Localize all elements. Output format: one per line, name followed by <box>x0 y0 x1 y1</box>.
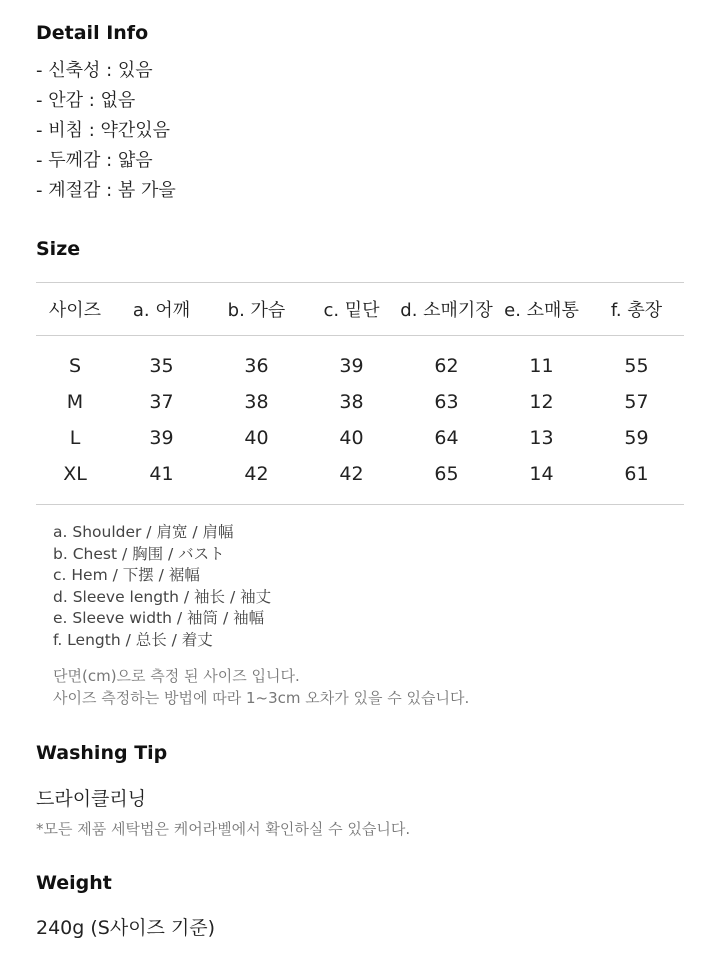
header-size: 사이즈 <box>36 283 114 336</box>
legend-item: d. Sleeve length / 袖长 / 袖丈 <box>53 587 272 606</box>
cell-sleeve-length: 64 <box>434 427 459 449</box>
detail-item-sheerness: - 비침 : 약간있음 <box>36 120 171 141</box>
detail-info-title: Detail Info <box>36 22 149 44</box>
header-length: f. 총장 <box>589 283 684 336</box>
detail-item-stretch: - 신축성 : 있음 <box>36 60 153 81</box>
cell-shoulder: 39 <box>149 427 174 449</box>
washing-tip-text: 드라이클리닝 <box>36 788 147 810</box>
washing-tip-note: *모든 제품 세탁법은 케어라벨에서 확인하실 수 있습니다. <box>36 820 411 838</box>
washing-tip-title: Washing Tip <box>36 742 168 764</box>
cell-sleeve-length: 63 <box>434 391 459 413</box>
legend-item: b. Chest / 胸围 / バスト <box>53 544 225 563</box>
size-label: L <box>69 427 81 449</box>
cell-shoulder: 35 <box>149 355 174 377</box>
cell-sleeve-width: 11 <box>529 355 554 377</box>
cell-length: 61 <box>624 463 649 485</box>
legend-item: f. Length / 总长 / 着丈 <box>53 630 213 649</box>
size-note <box>53 665 469 709</box>
size-table <box>36 282 684 505</box>
cell-sleeve-length: 65 <box>434 463 459 485</box>
size-table-header-row <box>36 283 684 336</box>
header-hem: c. 밑단 <box>304 283 399 336</box>
detail-info-list <box>36 56 176 206</box>
cell-shoulder: 37 <box>149 391 174 413</box>
size-label: S <box>68 355 82 377</box>
size-note-line: 단면(cm)으로 측정 된 사이즈 입니다. <box>53 667 300 685</box>
legend-item: c. Hem / 下摆 / 裾幅 <box>53 566 200 585</box>
header-sleeve-length: d. 소매기장 <box>399 283 494 336</box>
cell-hem: 38 <box>339 391 364 413</box>
table-row <box>36 384 684 420</box>
cell-chest: 36 <box>244 355 269 377</box>
legend-item: e. Sleeve width / 袖筒 / 袖幅 <box>53 609 265 628</box>
cell-shoulder: 41 <box>149 463 174 485</box>
cell-length: 55 <box>624 355 649 377</box>
table-row <box>36 420 684 456</box>
cell-sleeve-length: 62 <box>434 355 459 377</box>
weight-title: Weight <box>36 872 112 894</box>
size-label: M <box>66 391 84 413</box>
cell-length: 57 <box>624 391 649 413</box>
size-label: XL <box>63 463 87 485</box>
cell-hem: 42 <box>339 463 364 485</box>
header-shoulder: a. 어깨 <box>114 283 209 336</box>
cell-sleeve-width: 12 <box>529 391 554 413</box>
cell-chest: 42 <box>244 463 269 485</box>
cell-sleeve-width: 14 <box>529 463 554 485</box>
detail-item-lining: - 안감 : 없음 <box>36 90 136 111</box>
cell-length: 59 <box>624 427 649 449</box>
cell-hem: 39 <box>339 355 364 377</box>
legend-item: a. Shoulder / 肩宽 / 肩幅 <box>53 523 234 541</box>
cell-chest: 40 <box>244 427 269 449</box>
size-note-line: 사이즈 측정하는 방법에 따라 1~3cm 오차가 있을 수 있습니다. <box>53 689 470 707</box>
size-legend <box>53 522 271 652</box>
detail-item-season: - 계절감 : 봄 가을 <box>36 180 176 201</box>
table-row <box>36 348 684 384</box>
header-sleeve-width: e. 소매통 <box>494 283 589 336</box>
weight-text: 240g (S사이즈 기준) <box>36 917 216 939</box>
cell-sleeve-width: 13 <box>529 427 554 449</box>
detail-item-thickness: - 두께감 : 얇음 <box>36 150 153 171</box>
table-row <box>36 456 684 492</box>
cell-chest: 38 <box>244 391 269 413</box>
header-chest: b. 가슴 <box>209 283 304 336</box>
size-title: Size <box>36 238 81 260</box>
cell-hem: 40 <box>339 427 364 449</box>
